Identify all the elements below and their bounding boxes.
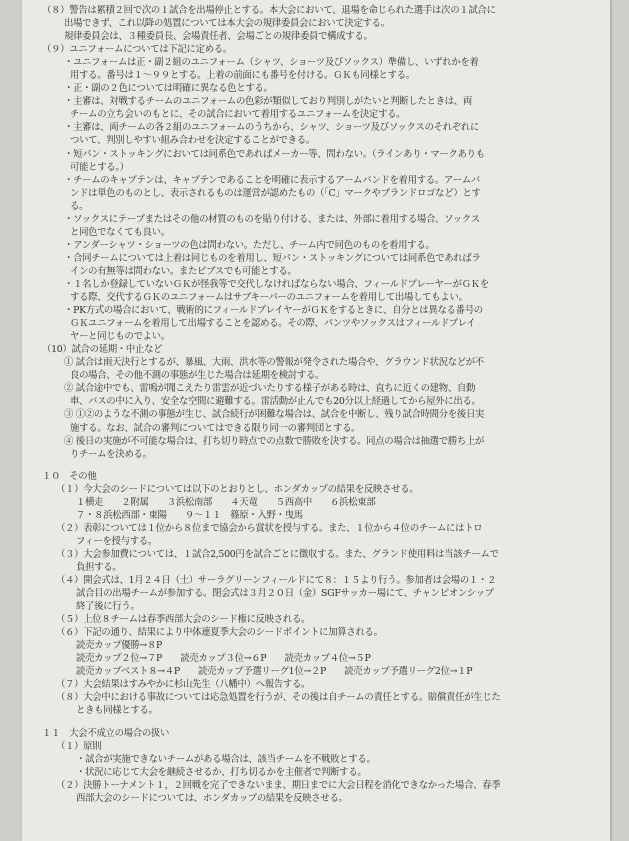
text-line: インの有無等は問わない。またビブスでも可能とする。 (70, 265, 297, 277)
text-line: 規律委員会は、３種委員長、会場責任者、会場ごとの規律委員で構成する。 (64, 31, 373, 43)
text-line: 出場できず、これ以降の処置については本大会の規律委員会において決定する。 (64, 18, 390, 30)
text-line: 試合目の出場チームが参加する。閉会式は３月２０日（金）SGFサッカー場にて、チャンピオンシップ (76, 588, 494, 600)
text-line: ・合同チームについては上着は同じものを着用し、短パン・ストッキングについては同系色であればラ (64, 252, 481, 264)
text-line: １横走 ２附属 ３浜松南部 ４天竜 ５西高中 ６浜松東部 (76, 496, 376, 508)
text-line: りチームを決める。 (70, 448, 152, 460)
text-line: ・チームのキャプテンは、キャプテンであることを明確に表示するアームバンドを着用する。アームバ (64, 174, 480, 186)
text-line: （１）原則 (56, 740, 102, 752)
text-line: 西部大会のシードについては、ホンダカップの結果を反映させる。 (76, 792, 348, 804)
section-spacer (42, 461, 594, 470)
text-line: （１）今大会のシードについては以下のとおりとし、ホンダカップの結果を反映させる。 (56, 483, 419, 495)
text-line: （８）大会中における事故については応急処置を行うが、その後は自チームの責任とする。賠償責任が生じた (56, 692, 501, 704)
text-line: ・ソックスにテープまたはその他の材質のものを貼り付ける、または、外部に着用する場合、ソックス (64, 213, 480, 225)
text-line: ・状況に応じて大会を継続させるか、打ち切るかを主催者で判断する。 (76, 766, 367, 778)
text-line: （５）上位８チームは春季西部大会のシード権に反映される。 (56, 614, 311, 626)
document-page (22, 0, 610, 841)
text-line: （９）ユニフォームについては下記に定める。 (42, 44, 232, 56)
text-line: ② 試合途中でも、雷鳴が聞こえたり雷雲が近づいたりする様子がある時は、直ちに近くの建物、自動 (64, 383, 476, 395)
text-line: （７）大会結果はすみやかに杉山先生（八幡中）へ報告する。 (56, 679, 311, 691)
document-body (42, 4, 594, 805)
text-line: ③ ①②のような不測の事態が生じ、試合続行が困難な場合は、試合を中断し、残り試合時間分を後日実 (64, 409, 485, 421)
text-line: 読売カップベスト８→４P 読売カップ予選リーグ1位→２P 読売カップ予選リーグ2位→１P (76, 666, 473, 678)
text-line: フィーを授与する。 (76, 535, 157, 547)
text-line: ・ユニフォームは正・副２組のユニフォーム（シャツ、ショーツ及びソックス）準備し、いずれかを着 (64, 57, 479, 69)
text-line: 可能とする。） (70, 161, 129, 173)
text-line: する際、交代するＧＫのユニフォームはサブキーパーのユニフォームを着用して出場してもよい。 (70, 292, 468, 304)
text-line: ・主審は、両チームの各２組のユニフォームのうちから、シャツ、ショーツ及びソックスのそれぞれに (64, 122, 480, 134)
section-spacer (42, 718, 594, 727)
text-line: 施する。なお、試合の審判についてはできる限り同一の審判団とする。 (70, 422, 361, 434)
text-line: ＧＫユニフォームを着用して出場することを認める。その際、パンツやソックスはフィールドプレイ (70, 318, 476, 330)
text-line: ヤーと同じものでよい。 (70, 331, 170, 343)
text-line: （10）試合の延期・中止など (42, 344, 163, 356)
text-line: チームの立ち会いのもとに、その試合において着用するユニフォームを決定する。 (70, 109, 406, 121)
text-line: （６）下記の通り、結果により中体連夏季大会のシードポイントに加算される。 (56, 627, 383, 639)
text-line: （３）大会参加費については、１試合2,500円を試合ごとに徴収する。また、グランド使用料は当該チームで (56, 548, 499, 560)
text-line: 終了後に行う。 (76, 601, 140, 613)
text-line: （２）表彰については１位から８位まで協会から賞状を授与する。また、１位から４位のチームにはトロ (56, 522, 483, 534)
text-line: １１ 大会不成立の場合の扱い (42, 727, 170, 739)
text-line: 読売カップ優勝→８P (76, 640, 163, 652)
text-line: ・主審は、対戦するチームのユニフォームの色彩が類似しており判別しがたいと判断したときは、両 (64, 96, 472, 108)
text-line: 負担する。 (76, 561, 122, 573)
text-line: （４）開会式は、1月２４日（土）サーラグリーンフィールドにて８：１５より行う。参加者は会場の１・２ (56, 575, 497, 587)
text-line: ・試合が実施できないチームがある場合は、該当チームを不戦敗とする。 (76, 753, 376, 765)
text-line: ④ 後日の実施が不可能な場合は、打ち切り時点での点数で勝敗を決する。同点の場合は抽選で勝ち上が (64, 435, 485, 447)
text-line: ・正・副の２色については明確に異なる色とする。 (64, 83, 273, 95)
text-line: （８）警告は累積２回で次の１試合を出場停止とする。本大会において、退場を命じられた選手は次の１試合に (42, 5, 496, 16)
text-line: 用する。番号は１～９９とする。上着の前面にも番号を付ける。ＧＫも同様とする。 (70, 70, 415, 82)
text-line: と同色でなくても良い。 (70, 226, 170, 238)
text-line: ときも同様とする。 (76, 705, 158, 717)
text-line: 車、バスの中に入り、安全な空間に避難する。雷活動が止んでも20分以上経過してから屋外に出る。 (70, 396, 481, 408)
text-line: １０ その他 (42, 470, 97, 482)
text-line: ７・８浜松西部・東陽 ９～１１ 篠原・入野・曳馬 (76, 509, 303, 521)
text-line: 読売カップ２位→７P 読売カップ３位→６P 読売カップ４位→５P (76, 653, 371, 665)
text-line: ・PK方式の場合において、戦術的にフィールドプレイヤーがＧＫをするときに、自分とは異なる番号の (64, 305, 483, 317)
text-line: る。 (70, 200, 89, 212)
text-line: ついて、判別しやすい組み合わせを決定することができる。 (70, 135, 315, 147)
text-line: ・アンダーシャツ・ショーツの色は問わない。ただし、チーム内で同色のものを着用する。 (64, 239, 435, 251)
text-line: ・１名しか登録していないＧＫが怪我等で交代しなければならない場合、フィールドプレーヤーがＧＫを (64, 278, 489, 290)
text-line: （２）決勝トーナメント１，２回戦を完了できないまま、期日までに大会日程を消化できなかった場合、春季 (56, 779, 501, 791)
text-line: ンドは単色のものとし、表示されるものは運営が認めたもの（「C」マークやブランドロゴなど）とす (70, 187, 481, 199)
text-line: ・短パン・ストッキングにおいては同系色であればメーカー等、問わない。（ラインあり・マークありも (64, 148, 485, 160)
text-line: ① 試合は雨天決行とするが、暴風、大雨、洪水等の警報が発令された場合や、グラウンド状況などが不 (64, 357, 484, 369)
text-line: 良の場合、その他不測の事態が生じた場合は延期を検討する。 (70, 370, 325, 382)
